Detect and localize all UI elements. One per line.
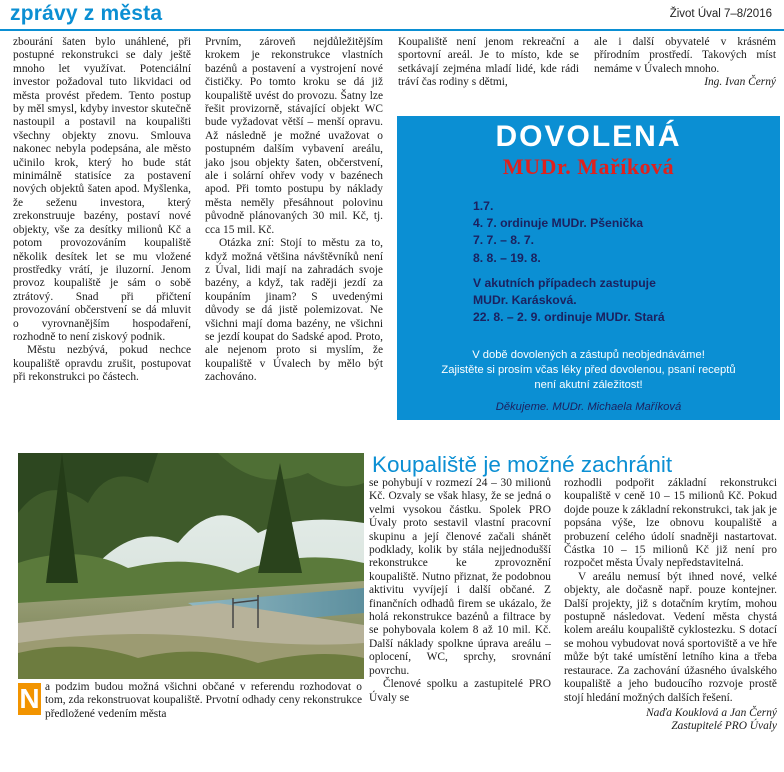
top-article-signature: Ing. Ivan Černý — [704, 76, 776, 89]
issue-label: Život Úval 7–8/2016 — [669, 8, 772, 20]
vacation-notice — [397, 348, 780, 393]
urgent-line: V akutních případech zastupuje — [473, 275, 656, 290]
schedule-line: 4. 7. ordinuje MUDr. Pšenička — [473, 216, 644, 231]
top-article-column-2 — [205, 36, 383, 385]
vacation-schedule — [473, 198, 665, 326]
top-article-paragraph: ale i další obyvatelé v krásném přírodním prostředí. Takových míst nemáme v Úvalech mnoho. — [594, 36, 776, 75]
top-article-column-3 — [398, 36, 579, 90]
bottom-article-column-1 — [18, 681, 362, 721]
schedule-line: 1.7. — [473, 199, 494, 213]
bottom-article-signature-names: Naďa Kouklová a Jan Černý — [646, 706, 777, 719]
bottom-article-paragraph: a podzim budou možná všichni občané v referendu rozhodovat o tom, zda rekonstruovat koupaliště. Prvotní odhady ceny rekonstrukce předložené vedením města — [45, 681, 362, 720]
bottom-article-paragraph: Členové spolku a zastupitelé PRO Úvaly se — [369, 678, 551, 704]
top-article-column-1 — [13, 36, 191, 385]
bottom-article-signature-role: Zastupitelé PRO Úvaly — [671, 720, 777, 733]
swimming-pool-photo — [18, 453, 364, 679]
top-article-paragraph: Koupaliště není jenom rekreační a sportovní areál. Je to místo, kde se setkávají zejména mladí lidé, kde rádi tráví čas rodiny s dětmi, — [398, 36, 579, 89]
drop-cap: N — [19, 683, 40, 714]
top-article-paragraph: Otázka zní: Stojí to městu za to, když možná většina návštěvníků není z Úval, lidi mají na zahradách svoje bazény, a když, tak raději jezdí za koupáním jinam? S uvedenými důvody se dá jistě polemizovat. Ne všichni mají doma bazény, ne všichni se jezdí koupat do Sadské apod. Proto, ale nejenom proto si myslím, že koupaliště v Úvalech by mělo být zachováno. — [205, 237, 383, 384]
notice-line: není akutní záležitost! — [534, 379, 643, 391]
vacation-thanks: Děkujeme. MUDr. Michaela Maříková — [495, 401, 682, 413]
top-article-column-4 — [594, 36, 776, 90]
top-article-paragraph: Městu nezbývá, pokud nechce koupaliště opravdu zrušit, postupovat při rekonstrukci po částech. — [13, 344, 191, 384]
notice-line: Zajistěte si prosím včas léky před dovolenou, psaní receptů — [441, 364, 736, 376]
bottom-article-paragraph: rozhodli podpořit základní rekonstrukci koupaliště v ceně 10 – 15 milionů Kč. Pokud dojde pouze k základní rekonstrukci, tak jak je popsána výše, lze obnovu koupaliště a probuzení celého údolí snadněji nastartovat. Částka 10 – 15 milionů Kč již není pro rozpočet města Úvaly nepředstavitelná. — [564, 477, 777, 570]
vacation-notice-box — [397, 116, 780, 420]
schedule-line: 7. 7. – 8. 7. — [473, 233, 534, 248]
top-article-paragraph: Prvním, zároveň nejdůležitějším krokem je rekonstrukce vlastních bazénů a postavení a vystrojení nové čističky. Po tomto kroku se dá již koupaliště uvést do provozu. Šatny lze řešit provizorně, stávající objekt WC bude vyžadovat větší – menší opravu. Až následně je možné uvažovat o postupném dalším vybavení areálu, jako jsou objekty šaten, občerstvení, ale i solární ohřev vody v bazénech apod. Při tomto postupu by náklady města neměly přesáhnout polovinu původně plánovaných 30 mil. Kč, tj. cca 15 mil. Kč. — [205, 36, 383, 236]
bottom-article-paragraph: se pohybují v rozmezí 24 – 30 milionů Kč. Ozvaly se však hlasy, že se jedná o velmi vysokou částku. Spolek PRO Úvaly proto sestavil vlastní pracovní skupinu a její členové začali shánět podklady, kolik by stála nejjednodušší rekonstrukce ke zprovoznění koupaliště. Nutno přiznat, že podobnou aktivitu vyvíjejí i další občané. Z finančních odhadů firem se ukázalo, že holá rekonstrukce bazénů a filtrace by se pohybovala kolem 8 až 10 mil. Kč. Další náklady spolkne úprava areálu – oplocení, WC, sprchy, srovnání povrchu. — [369, 477, 551, 677]
article-headline: Koupaliště je možné zachránit — [372, 452, 673, 477]
urgent-line: MUDr. Karásková. — [473, 293, 577, 308]
doctor-name: MUDr. Maříková — [502, 154, 675, 179]
section-title: zprávy z města — [10, 2, 163, 25]
bottom-article-paragraph: V areálu nemusí být ihned nové, velké objekty, ale dočasně např. pouze kontejner. Další projekty, již s dotačním krytím, mohou postupně následovat. Vedení města chystá kolem areálu koupaliště cyklostezku. S dotací se mohou vybudovat nová sportoviště a ve hře může být také umístění letního kina a třeba restaurace. Za zachování úžasného úvalského koupaliště a jeho budoucího rozvoje prostě stojí hledání možných dalších řešení. — [564, 570, 777, 704]
header-rule — [0, 29, 784, 31]
vacation-title: DOVOLENÁ — [495, 120, 682, 153]
schedule-line: 8. 8. – 19. 8. — [473, 250, 541, 265]
notice-line: V době dovolených a zástupů neobjednáváme! — [472, 349, 705, 361]
bottom-article-column-3 — [564, 477, 777, 734]
urgent-line: 22. 8. – 2. 9. ordinuje MUDr. Stará — [473, 310, 665, 325]
top-article-paragraph: zbourání šaten bylo unáhlené, při postupné rekonstrukci se daly ještě mnoho let využívat. Potenciální investor požadoval tuto likvidaci od města provést předem. Tento postup by měl smysl, kdyby investor skutečně nastoupil a postavil na koupališti všechny objekty znovu. Smlouva nakonec nebyla podepsána, ale město učinilo krok, který ho bude stát minimálně statisíce za postavení nových objektů šaten apod. Myšlenka, že seženu investora, který zrekonstruuje bazény, postaví nové objekty, vše za desítky milionů Kč a potom provozováním koupaliště několik desítek let se mu vložené prostředky vrátí, je iluzorní. Jenom provoz koupaliště je sám o sobě ztrátový. Snad při přičtení provozování občerstvení se dá mluvit o vyrovnanějším hospodaření, rozhodně to není ziskový podnik. — [13, 36, 191, 343]
bottom-article-column-2 — [369, 477, 551, 705]
